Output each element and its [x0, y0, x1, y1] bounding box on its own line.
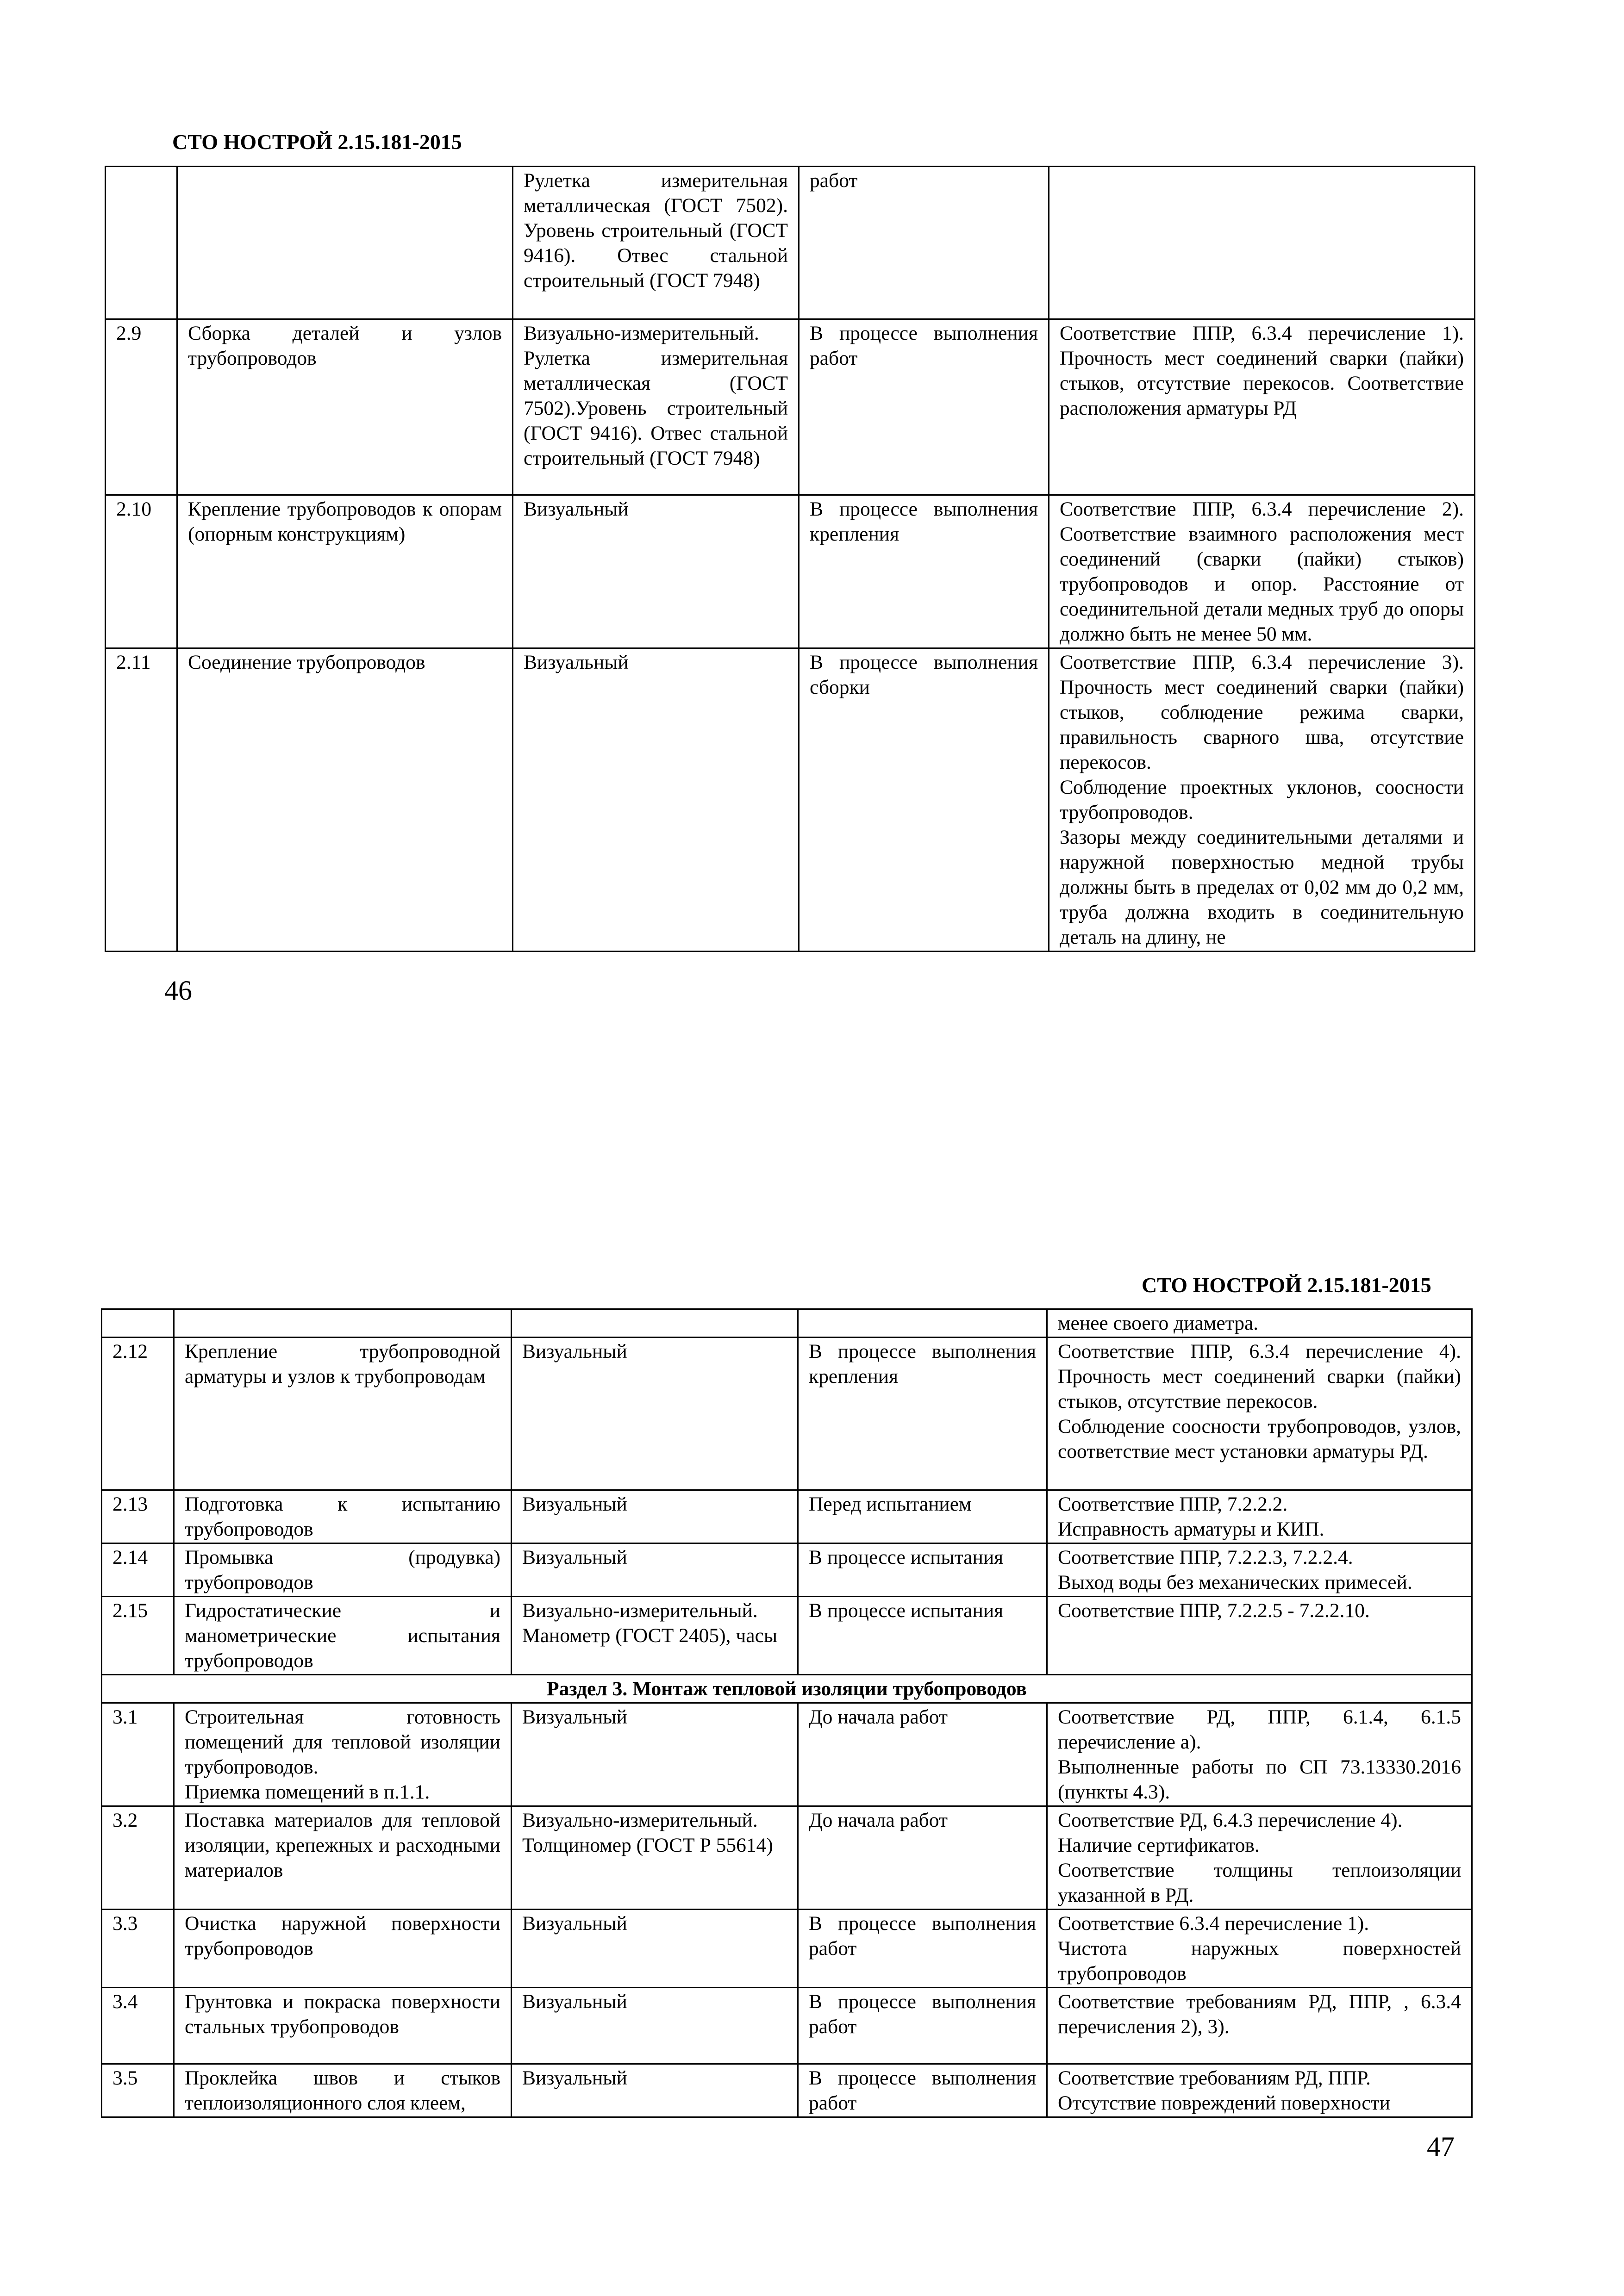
stage-name-cell: Крепление трубопроводной арматуры и узлов к трубопроводам [174, 1338, 512, 1490]
table-row [106, 319, 1475, 495]
item-number-cell: 2.11 [106, 648, 177, 952]
control-method-cell: Визуальный [513, 495, 799, 648]
table-row [102, 1703, 1472, 1806]
item-number-cell: 2.15 [102, 1597, 174, 1675]
table-row [102, 1806, 1472, 1910]
control-time-cell [798, 1309, 1047, 1338]
control-time-cell: работ [799, 167, 1049, 319]
section-row [102, 1675, 1472, 1703]
table-row [106, 495, 1475, 648]
table-row [106, 648, 1475, 952]
page-number: 47 [1427, 2131, 1455, 2162]
table-row [102, 1597, 1472, 1675]
control-method-cell: Визуально-измерительный. Толщиномер (ГОСТ Р 55614) [512, 1806, 798, 1910]
control-method-cell: Визуально-измерительный. Рулетка измерительная металлическая (ГОСТ 7502).Уровень строительный (ГОСТ 9416). Отвес стальной строительный (ГОСТ 7948) [513, 319, 799, 495]
criteria-cell: Соответствие ППР, 7.2.2.5 - 7.2.2.10. [1047, 1597, 1472, 1675]
item-number-cell: 2.14 [102, 1543, 174, 1597]
item-number-cell: 3.3 [102, 1910, 174, 1988]
control-method-cell [512, 1309, 798, 1338]
control-time-cell: В процессе выполнения работ [798, 1988, 1047, 2064]
control-time-cell: До начала работ [798, 1806, 1047, 1910]
control-method-cell: Визуальный [512, 1338, 798, 1490]
table-row [106, 167, 1475, 319]
criteria-cell: Соответствие 6.3.4 перечисление 1). Чистота наружных поверхностей трубопроводов [1047, 1910, 1472, 1988]
stage-name-cell: Поставка материалов для тепловой изоляции, крепежных и расходными материалов [174, 1806, 512, 1910]
item-number-cell: 3.1 [102, 1703, 174, 1806]
stage-name-cell: Проклейка швов и стыков теплоизоляционного слоя клеем, [174, 2064, 512, 2117]
stage-name-cell: Очистка наружной поверхности трубопроводов [174, 1910, 512, 1988]
stage-name-cell: Крепление трубопроводов к опорам (опорным конструкциям) [177, 495, 513, 648]
criteria-cell [1049, 167, 1475, 319]
criteria-cell: Соответствие ППР, 6.3.4 перечисление 4). Прочность мест соединений сварки (пайки) стыков, отсутствие перекосов. Соблюдение соосности трубопроводов, узлов, соответствие мест установки арматуры РД. [1047, 1338, 1472, 1490]
criteria-cell: Соответствие требованиям РД, ППР, , 6.3.4 перечисления 2), 3). [1047, 1988, 1472, 2064]
criteria-cell: Соответствие ППР, 7.2.2.3, 7.2.2.4. Выход воды без механических примесей. [1047, 1543, 1472, 1597]
criteria-cell: Соответствие ППР, 7.2.2.2. Исправность арматуры и КИП. [1047, 1490, 1472, 1543]
control-time-cell: До начала работ [798, 1703, 1047, 1806]
item-number-cell: 3.5 [102, 2064, 174, 2117]
inspection-table [105, 166, 1475, 952]
criteria-cell: Соответствие ППР, 6.3.4 перечисление 3). Прочность мест соединений сварки (пайки) стыков, соблюдение режима сварки, правильность сварного шва, отсутствие перекосов. Соблюдение проектных уклонов, соосности трубопроводов. Зазоры между соединительными деталями и наружной поверхностью медной трубы должны быть в пределах от 0,02 мм до 0,2 мм, труба должна входить в соединительную деталь на длину, не [1049, 648, 1475, 952]
control-time-cell: В процессе выполнения работ [798, 2064, 1047, 2117]
criteria-cell: Соответствие ППР, 6.3.4 перечисление 1). Прочность мест соединений сварки (пайки) стыков, отсутствие перекосов. Соответствие расположения арматуры РД [1049, 319, 1475, 495]
page-number: 46 [164, 975, 192, 1006]
stage-name-cell: Соединение трубопроводов [177, 648, 513, 952]
control-method-cell: Визуальный [512, 2064, 798, 2117]
stage-name-cell: Грунтовка и покраска поверхности стальных трубопроводов [174, 1988, 512, 2064]
table-row [102, 2064, 1472, 2117]
table-row [102, 1910, 1472, 1988]
item-number-cell: 2.10 [106, 495, 177, 648]
item-number-cell: 2.9 [106, 319, 177, 495]
criteria-cell: Соответствие требованиям РД, ППР. Отсутствие повреждений поверхности [1047, 2064, 1472, 2117]
table-row [102, 1543, 1472, 1597]
stage-name-cell [177, 167, 513, 319]
stage-name-cell: Подготовка к испытанию трубопроводов [174, 1490, 512, 1543]
table-row [102, 1988, 1472, 2064]
inspection-table [101, 1308, 1473, 2118]
control-time-cell: В процессе испытания [798, 1597, 1047, 1675]
criteria-cell: менее своего диаметра. [1047, 1309, 1472, 1338]
table-row [102, 1338, 1472, 1490]
control-time-cell: В процессе выполнения работ [798, 1910, 1047, 1988]
stage-name-cell [174, 1309, 512, 1338]
item-number-cell [102, 1309, 174, 1338]
control-method-cell: Визуальный [512, 1543, 798, 1597]
control-time-cell: В процессе выполнения сборки [799, 648, 1049, 952]
stage-name-cell: Промывка (продувка) трубопроводов [174, 1543, 512, 1597]
control-method-cell: Визуальный [512, 1490, 798, 1543]
page-header: СТО НОСТРОЙ 2.15.181-2015 [1142, 1273, 1431, 1297]
control-time-cell: В процессе испытания [798, 1543, 1047, 1597]
page-header: СТО НОСТРОЙ 2.15.181-2015 [172, 130, 462, 154]
item-number-cell: 3.2 [102, 1806, 174, 1910]
table-row [102, 1490, 1472, 1543]
item-number-cell [106, 167, 177, 319]
control-time-cell: Перед испытанием [798, 1490, 1047, 1543]
control-time-cell: В процессе выполнения крепления [798, 1338, 1047, 1490]
table-row [102, 1309, 1472, 1338]
item-number-cell: 2.13 [102, 1490, 174, 1543]
control-time-cell: В процессе выполнения крепления [799, 495, 1049, 648]
stage-name-cell: Строительная готовность помещений для тепловой изоляции трубопроводов. Приемка помещений в п.1.1. [174, 1703, 512, 1806]
control-method-cell: Визуальный [512, 1988, 798, 2064]
control-method-cell: Визуально-измерительный. Манометр (ГОСТ 2405), часы [512, 1597, 798, 1675]
criteria-cell: Соответствие РД, ППР, 6.1.4, 6.1.5 перечисление а). Выполненные работы по СП 73.13330.2016 (пункты 4.3). [1047, 1703, 1472, 1806]
control-method-cell: Визуальный [512, 1910, 798, 1988]
criteria-cell: Соответствие ППР, 6.3.4 перечисление 2). Соответствие взаимного расположения мест соединений (сварки (пайки) стыков) трубопроводов и опор. Расстояние от соединительной детали медных труб до опоры должно быть не менее 50 мм. [1049, 495, 1475, 648]
control-method-cell: Рулетка измерительная металлическая (ГОСТ 7502). Уровень строительный (ГОСТ 9416). Отвес стальной строительный (ГОСТ 7948) [513, 167, 799, 319]
stage-name-cell: Гидростатические и манометрические испытания трубопроводов [174, 1597, 512, 1675]
stage-name-cell: Сборка деталей и узлов трубопроводов [177, 319, 513, 495]
item-number-cell: 2.12 [102, 1338, 174, 1490]
section-title: Раздел 3. Монтаж тепловой изоляции трубопроводов [102, 1675, 1472, 1703]
control-method-cell: Визуальный [512, 1703, 798, 1806]
control-time-cell: В процессе выполнения работ [799, 319, 1049, 495]
criteria-cell: Соответствие РД, 6.4.3 перечисление 4). Наличие сертификатов. Соответствие толщины теплоизоляции указанной в РД. [1047, 1806, 1472, 1910]
control-method-cell: Визуальный [513, 648, 799, 952]
item-number-cell: 3.4 [102, 1988, 174, 2064]
